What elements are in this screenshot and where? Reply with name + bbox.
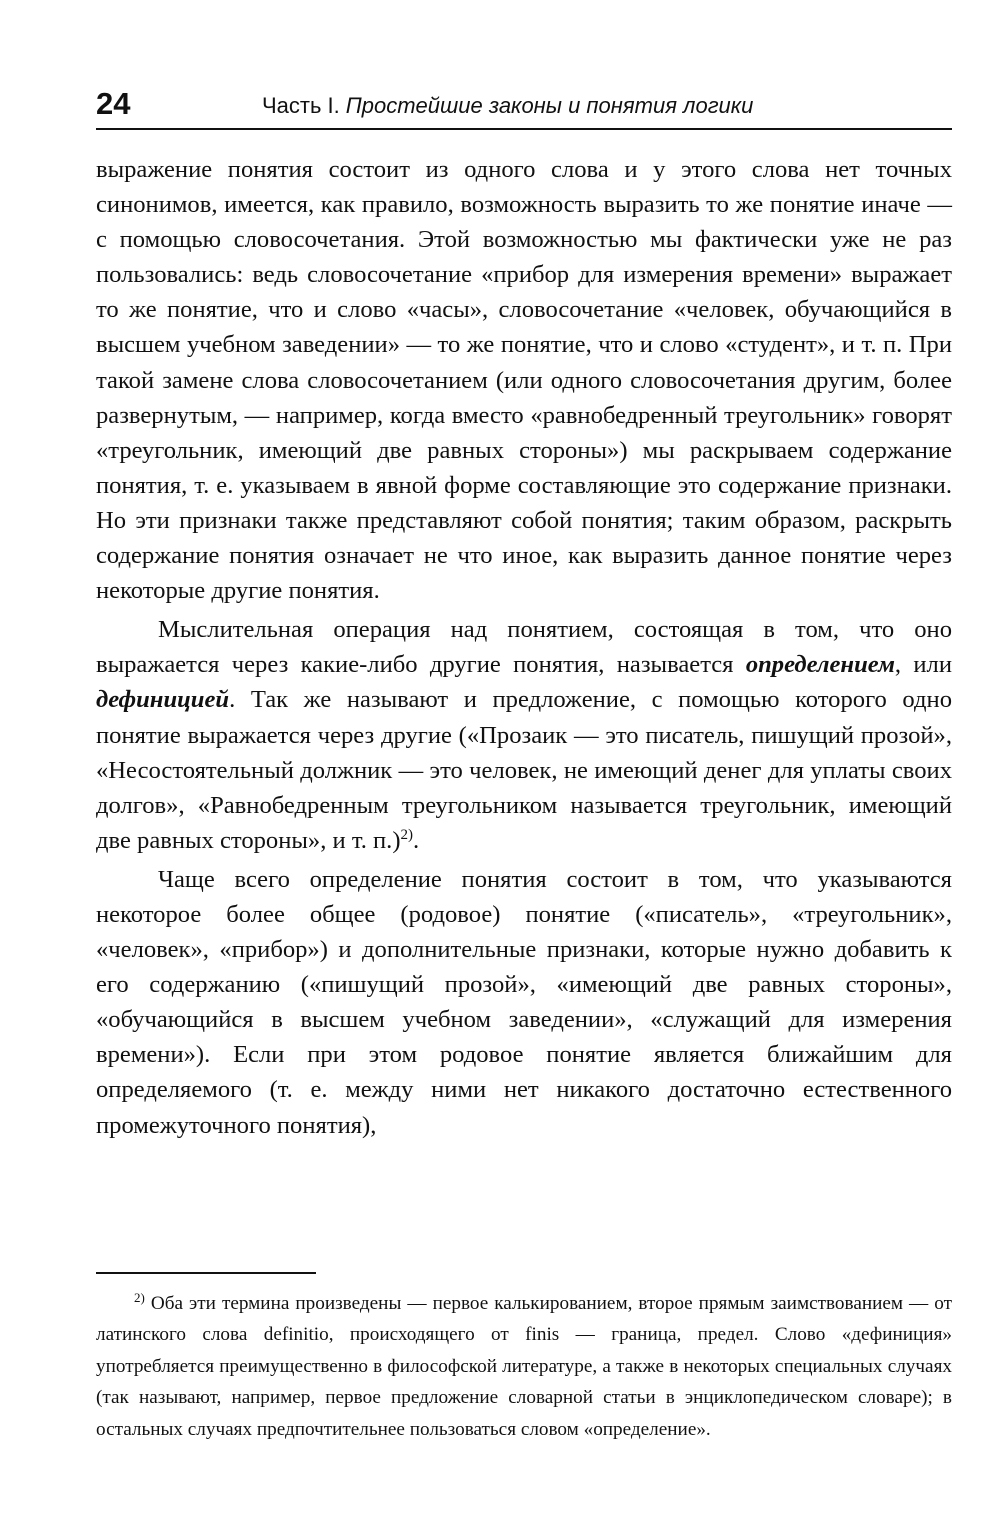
term-definition: определением: [745, 651, 895, 679]
footnote-divider: [96, 1272, 316, 1274]
paragraph-1: выражение понятия состоит из одного слова и у этого слова нет точных синонимов, имеется, как правило, возможность выразить то же понятие иначе — с помощью словосочетания. Этой возможностью мы фактически уже не раз пользовались: ведь словосочетание «прибор для измерения времени» выражает то же понятие, что и слово «часы», словосочетание «человек, обучающийся в высшем учебном заведении» — то же понятие, что и слово «студент», и т. п. При такой замене слова словосочетанием (или одного словосочетания другим, более развернутым, — например, когда вместо «равнобедренный треугольник» говорят «треугольник, имеющий две равных стороны») мы раскрываем содержание понятия, т. е. указываем в явной форме составляющие это содержание признаки. Но эти признаки также представляют собой понятия; таким образом, раскрыть содержание понятия означает не что иное, как выразить данное понятие через некоторые другие понятия.: [96, 156, 952, 605]
footnote-text: Оба эти термина произведены — первое калькированием, второе прямым заимствованием — от латинского слова definitio, происходящего от finis — граница, предел. Слово «дефиниция» употребляется преимущественно в философской литературе, а также в некоторых специальных случаях (так называют, например, первое предложение словарной статьи в энциклопедическом словаре); в остальных случаях предпочтительнее пользоваться словом «определение».: [96, 1293, 952, 1440]
paragraph-2-text-b: , или: [894, 651, 952, 679]
part-title: Простейшие законы и понятия логики: [345, 93, 754, 118]
part-label: Часть I.: [262, 93, 340, 118]
page-number: 24: [96, 86, 131, 121]
paragraph-2-text-c: . Так же называют и предложение, с помощью которого одно понятие выражается через другие («Прозаик — это писатель, пишущий прозой», «Несостоятельный должник — это человек, не имеющий денег для уплаты своих долгов», «Равнобедренным треугольником называется треугольник, имеющий две равных стороны», и т. п.): [96, 686, 952, 854]
main-text: [96, 152, 952, 1143]
paragraph-2-text-a: Мыслительная операция над понятием, состоящая в том, что оно выражается через какие-либо другие понятия, называется: [96, 616, 952, 679]
chapter-title: [262, 90, 753, 122]
footnote: [96, 1288, 952, 1445]
running-head: [96, 84, 952, 130]
footnote-marker: 2): [134, 1290, 145, 1305]
paragraph-2: [96, 612, 952, 858]
paragraph-2-end: .: [413, 826, 420, 854]
footnote-reference: 2): [400, 826, 414, 843]
paragraph-3: Чаще всего определение понятия состоит в том, что указываются некоторое более общее (родовое) понятие («писатель», «треугольник», «человек», «прибор») и дополнительные признаки, которые нужно добавить к его содержанию («пишущий прозой», «имеющий две равных стороны», «обучающийся в высшем учебном заведении», «служащий для измерения времени»). Если при этом родовое понятие является ближайшим для определяемого (т. е. между ними нет никакого достаточно естественного промежуточного понятия),: [96, 865, 952, 1139]
book-page: [96, 0, 952, 1538]
term-definiciya: дефиницией: [96, 686, 230, 714]
